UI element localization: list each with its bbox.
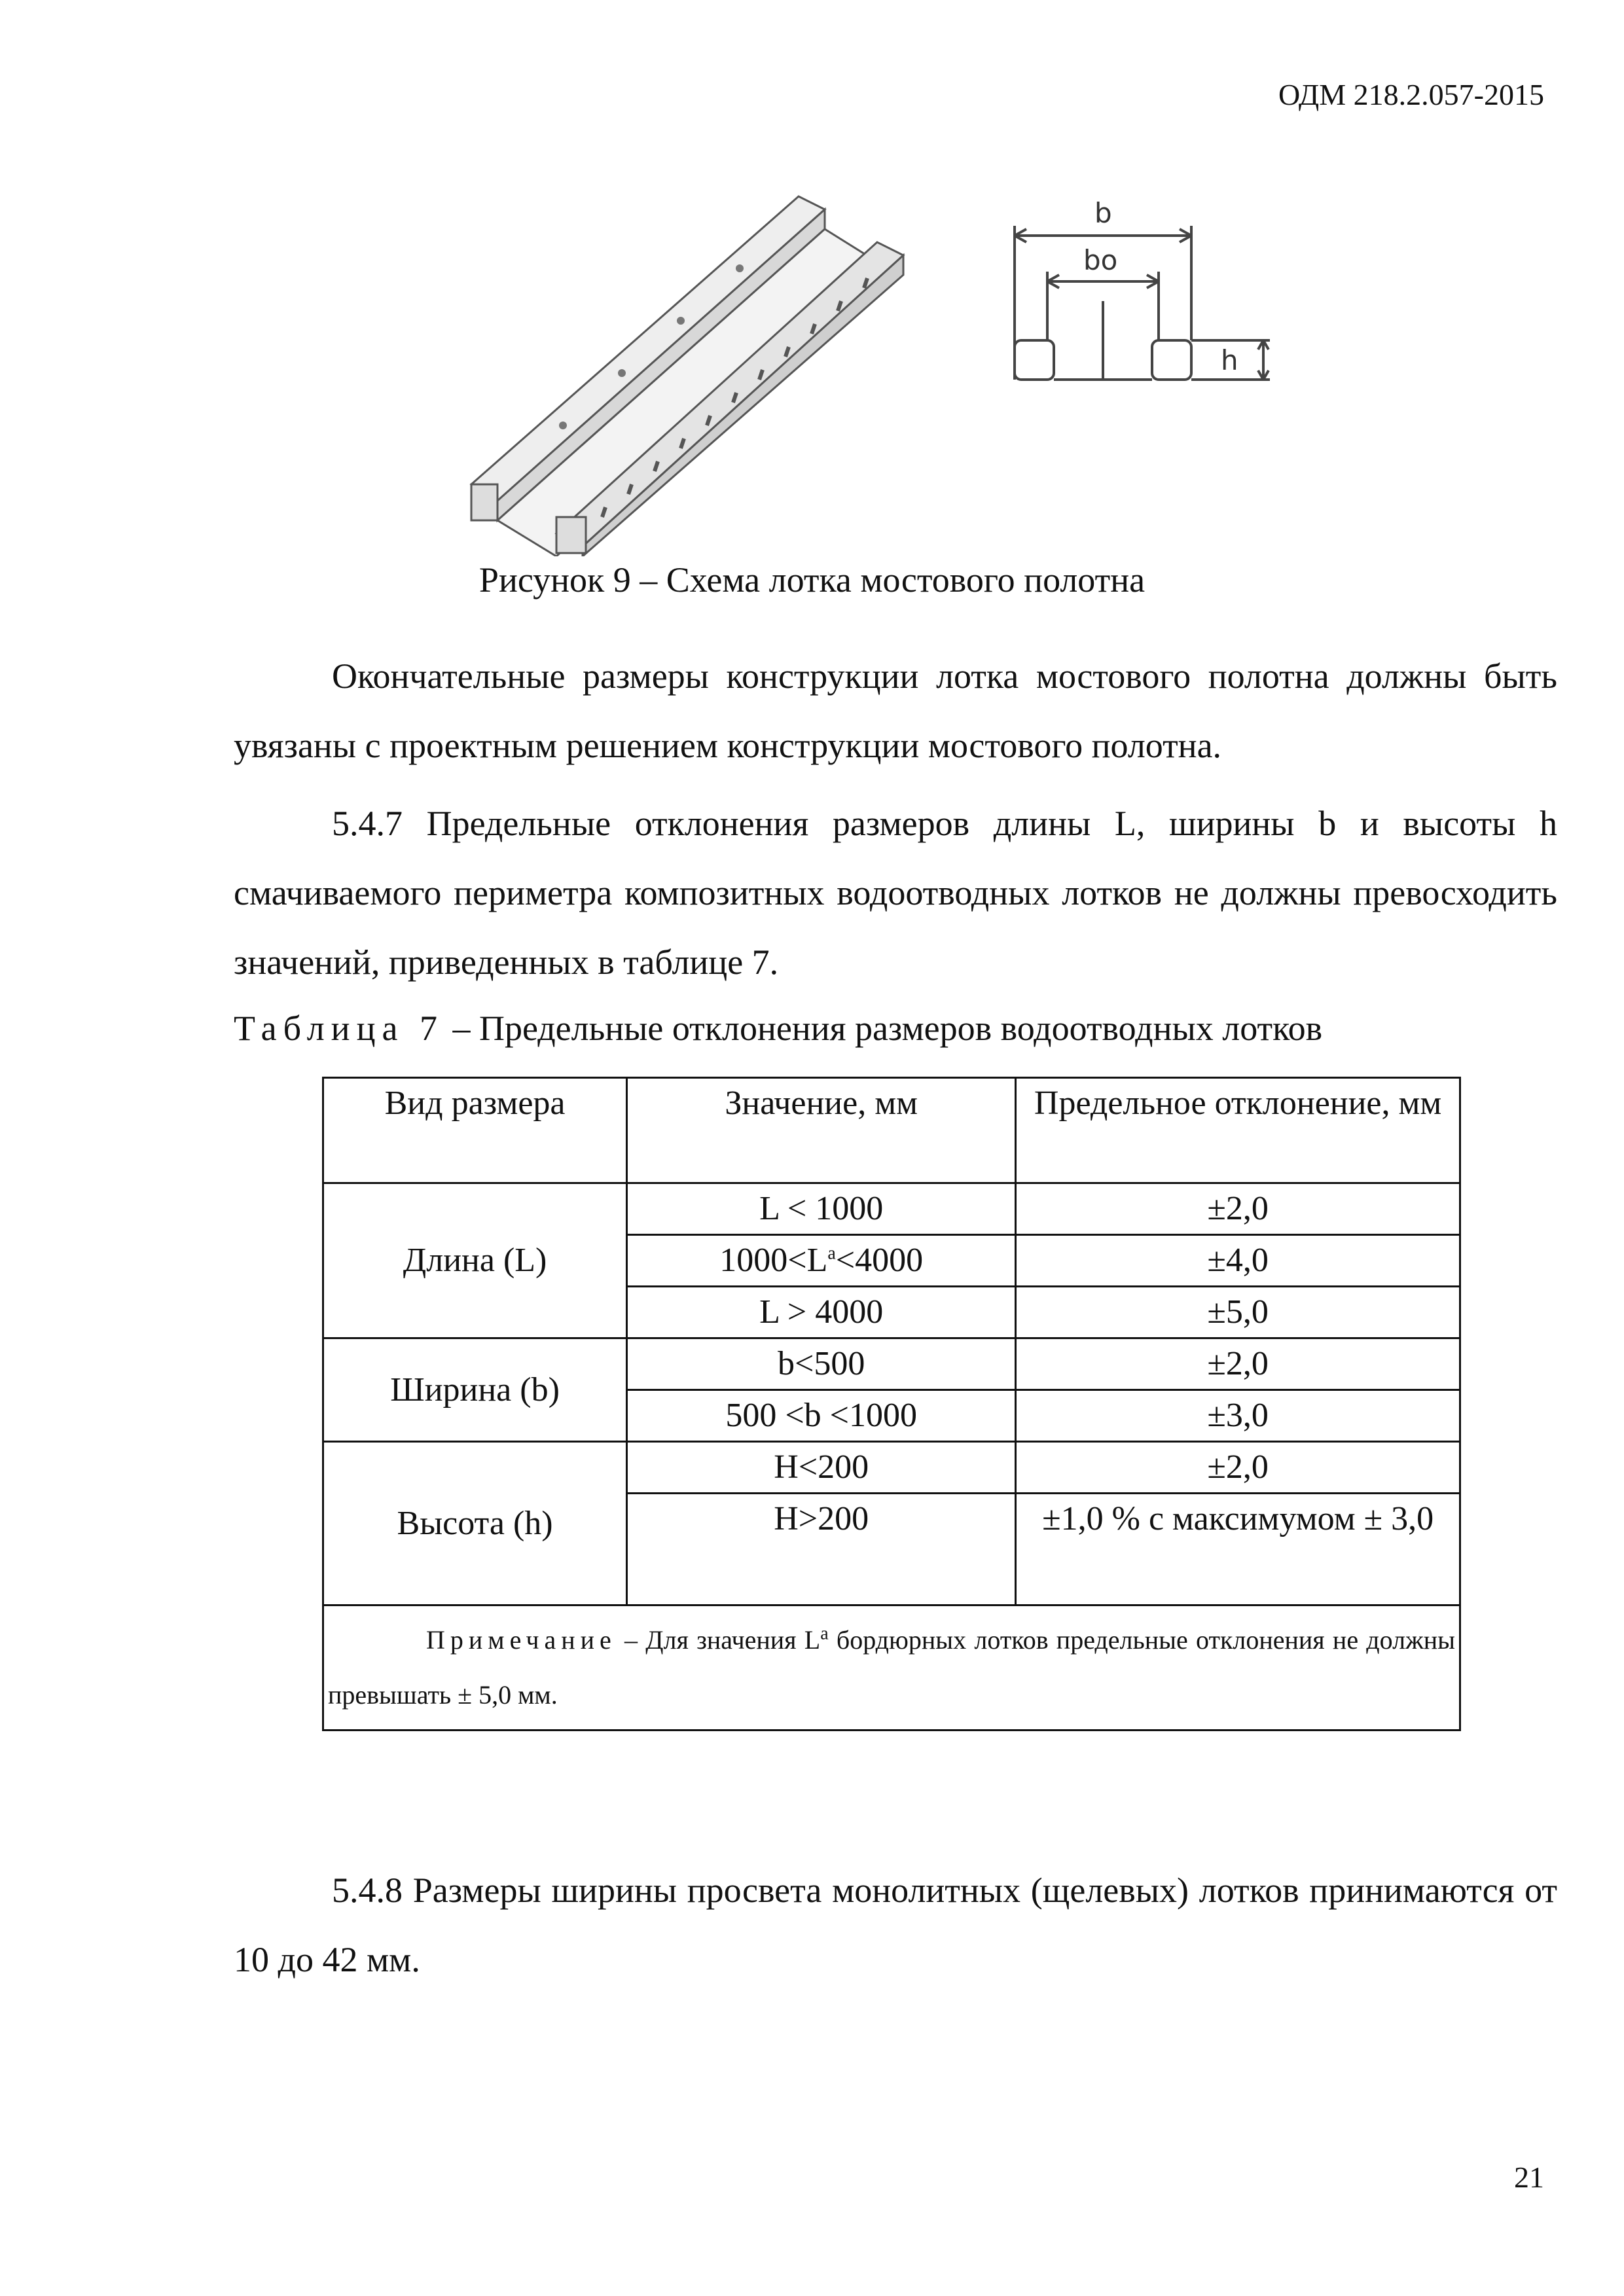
header-value: Значение, мм	[627, 1078, 1016, 1183]
table-note-row	[323, 1605, 1460, 1731]
group-width: Ширина (b)	[323, 1338, 627, 1442]
table-note: Примечание – Для значения $L^a$ бордюрных лотков предельные отклонения не должны превышать ± 5,0 мм.	[323, 1605, 1460, 1731]
label-h: h	[1221, 344, 1238, 376]
value-cell: L < 1000	[627, 1183, 1016, 1235]
header-tolerance: Предельное отклонение, мм	[1016, 1078, 1460, 1183]
table-title: Таблица 7 – Предельные отклонения размеров водоотводных лотков	[234, 1009, 1323, 1048]
table-row	[323, 1442, 1460, 1494]
tolerance-cell: ±2,0	[1016, 1338, 1460, 1390]
header-dimension-type: Вид размера	[323, 1078, 627, 1183]
label-b: b	[1094, 197, 1112, 229]
paragraph-5-4-7: 5.4.7 Предельные отклонения размеров длины L, ширины b и высоты h смачиваемого периметра композитных водоотводных лотков не должны превосходить значений, приведенных в таблице 7.	[234, 804, 1557, 982]
tolerance-cell: ±1,0 % с максимумом ± 3,0	[1016, 1494, 1460, 1605]
table-row	[323, 1183, 1460, 1235]
value-cell: b<500	[627, 1338, 1016, 1390]
tolerance-cell: ±2,0	[1016, 1183, 1460, 1235]
page-number: 21	[1514, 2161, 1544, 2194]
table-header-row	[323, 1078, 1460, 1183]
tolerance-cell: ±2,0	[1016, 1442, 1460, 1494]
tolerance-cell: ±5,0	[1016, 1287, 1460, 1338]
tray-cross-section	[995, 190, 1322, 419]
group-height: Высота (h)	[323, 1442, 627, 1605]
figure-caption: Рисунок 9 – Схема лотка мостового полотна	[478, 560, 1146, 600]
value-cell: 500 <b <1000	[627, 1390, 1016, 1442]
table-row	[323, 1338, 1460, 1390]
tray-3d-drawing	[458, 177, 916, 556]
value-cell: $1000<L^a<4000$	[627, 1235, 1016, 1287]
document-code: ОДМ 218.2.057-2015	[1278, 78, 1544, 111]
value-cell: H<200	[627, 1442, 1016, 1494]
paragraph-5-4-8: 5.4.8 Размеры ширины просвета монолитных (щелевых) лотков принимаются от 10 до 42 мм.	[234, 1871, 1557, 1979]
tolerance-cell: ±4,0	[1016, 1235, 1460, 1287]
value-cell: L > 4000	[627, 1287, 1016, 1338]
tolerance-cell: ±3,0	[1016, 1390, 1460, 1442]
group-length: Длина (L)	[323, 1183, 627, 1338]
label-bo: bo	[1083, 244, 1118, 276]
paragraph-final-dimensions: Окончательные размеры конструкции лотка мостового полотна должны быть увязаны с проектным решением конструкции мостового полотна.	[234, 656, 1557, 765]
tolerance-table	[322, 1077, 1461, 1731]
value-cell: H>200	[627, 1494, 1016, 1605]
